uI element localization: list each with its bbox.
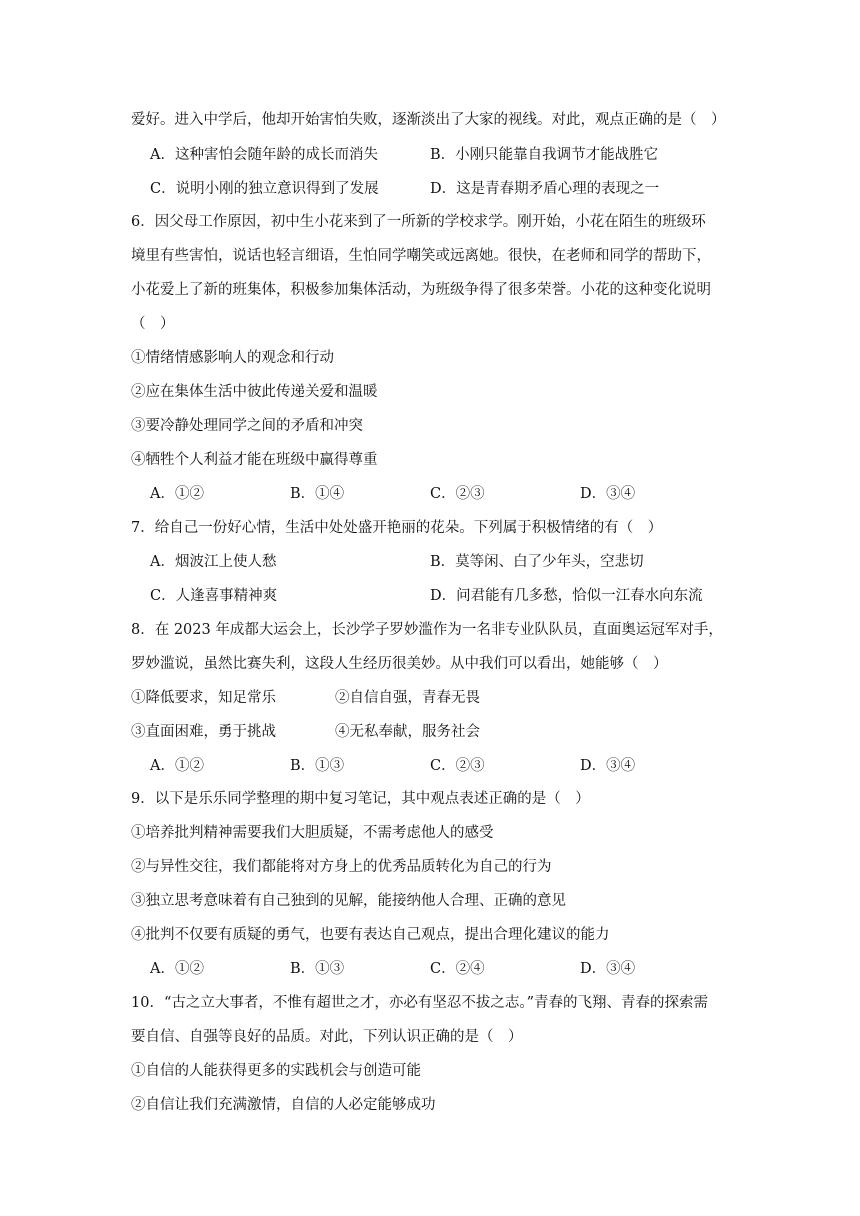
- q6-option-c: C．②③: [430, 486, 485, 502]
- q8-item-1: ①降低要求，知足常乐: [131, 690, 276, 706]
- q9-item-2: ②与异性交往，我们都能将对方身上的优秀品质转化为自己的行为: [131, 859, 552, 875]
- q6-stem-line-2: 境里有些害怕，说话也轻言细语，生怕同学嘲笑或远离她。很快，在老师和同学的帮助下，: [131, 248, 711, 264]
- q8-stem-line-2: 罗妙滥说，虽然比赛失利，这段人生经历很美妙。从中我们可以看出，她能够（ ）: [131, 656, 668, 672]
- q9-option-d: D．③④: [580, 961, 636, 977]
- q9-stem: 9．以下是乐乐同学整理的期中复习笔记，其中观点表述正确的是（ ）: [131, 791, 590, 807]
- q7-option-c: C．人逢喜事精神爽: [150, 588, 278, 604]
- q10-stem-line-1: 10．“古之立大事者，不惟有超世之才，亦必有坚忍不拔之志。”青春的飞翔、青春的探索需: [131, 995, 709, 1011]
- q8-item-3: ③直面困难，勇于挑战: [131, 724, 276, 740]
- q5-option-c: C．说明小刚的独立意识得到了发展: [150, 181, 379, 197]
- q6-item-1: ①情绪情感影响人的观念和行动: [131, 350, 334, 366]
- q10-stem-line-2: 要自信、自强等良好的品质。对此，下列认识正确的是（ ）: [131, 1029, 523, 1045]
- q9-option-b: B．①③: [290, 961, 345, 977]
- q9-item-4: ④批判不仅要有质疑的勇气，也要有表达自己观点，提出合理化建议的能力: [131, 927, 610, 943]
- q6-stem-line-3: 小花爱上了新的班集体，积极参加集体活动，为班级争得了很多荣誉。小花的这种变化说明: [131, 282, 711, 298]
- q8-option-b: B．①③: [290, 758, 345, 774]
- q8-option-d: D．③④: [580, 758, 636, 774]
- q9-option-a: A．①②: [150, 961, 204, 977]
- q10-item-2: ②自信让我们充满激情，自信的人必定能够成功: [131, 1097, 436, 1113]
- q6-item-4: ④牺牲个人利益才能在班级中赢得尊重: [131, 452, 378, 468]
- q5-option-b: B．小刚只能靠自我调节才能战胜它: [430, 147, 659, 163]
- q9-item-1: ①培养批判精神需要我们大胆质疑，不需考虑他人的感受: [131, 825, 494, 841]
- q9-option-c: C．②④: [430, 961, 485, 977]
- q6-stem-line-4: （ ）: [131, 316, 175, 332]
- q5-option-a: A．这种害怕会随年龄的成长而消失: [150, 147, 378, 163]
- q6-option-b: B．①④: [290, 486, 345, 502]
- q7-option-d: D．问君能有几多愁，恰似一江春水向东流: [430, 588, 703, 604]
- q6-item-2: ②应在集体生活中彼此传递关爱和温暖: [131, 384, 378, 400]
- q10-item-1: ①自信的人能获得更多的实践机会与创造可能: [131, 1063, 421, 1079]
- q6-option-a: A．①②: [150, 486, 204, 502]
- q8-option-a: A．①②: [150, 758, 204, 774]
- q6-item-3: ③要冷静处理同学之间的矛盾和冲突: [131, 418, 363, 434]
- q9-item-3: ③独立思考意味着有自己独到的见解，能接纳他人合理、正确的意见: [131, 893, 566, 909]
- q7-option-b: B．莫等闲、白了少年头，空悲切: [430, 554, 644, 570]
- q7-option-a: A．烟波江上使人愁: [150, 554, 277, 570]
- q8-stem-line-1: 8．在 2023 年成都大运会上，长沙学子罗妙滥作为一名非专业队队员，直面奥运冠军对手，: [131, 622, 723, 638]
- q5-option-d: D．这是青春期矛盾心理的表现之一: [430, 181, 660, 197]
- q6-stem-line-1: 6．因父母工作原因，初中生小花来到了一所新的学校求学。刚开始，小花在陌生的班级环: [131, 214, 706, 230]
- q8-item-4: ④无私奉献，服务社会: [335, 724, 480, 740]
- q5-stem-continuation: 爱好。进入中学后，他却开始害怕失败，逐渐淡出了大家的视线。对此，观点正确的是（ ）: [131, 112, 726, 128]
- q6-option-d: D．③④: [580, 486, 636, 502]
- q8-item-2: ②自信自强，青春无畏: [335, 690, 480, 706]
- q8-option-c: C．②③: [430, 758, 485, 774]
- q7-stem: 7．给自己一份好心情，生活中处处盛开艳丽的花朵。下列属于积极情绪的有（ ）: [131, 520, 663, 536]
